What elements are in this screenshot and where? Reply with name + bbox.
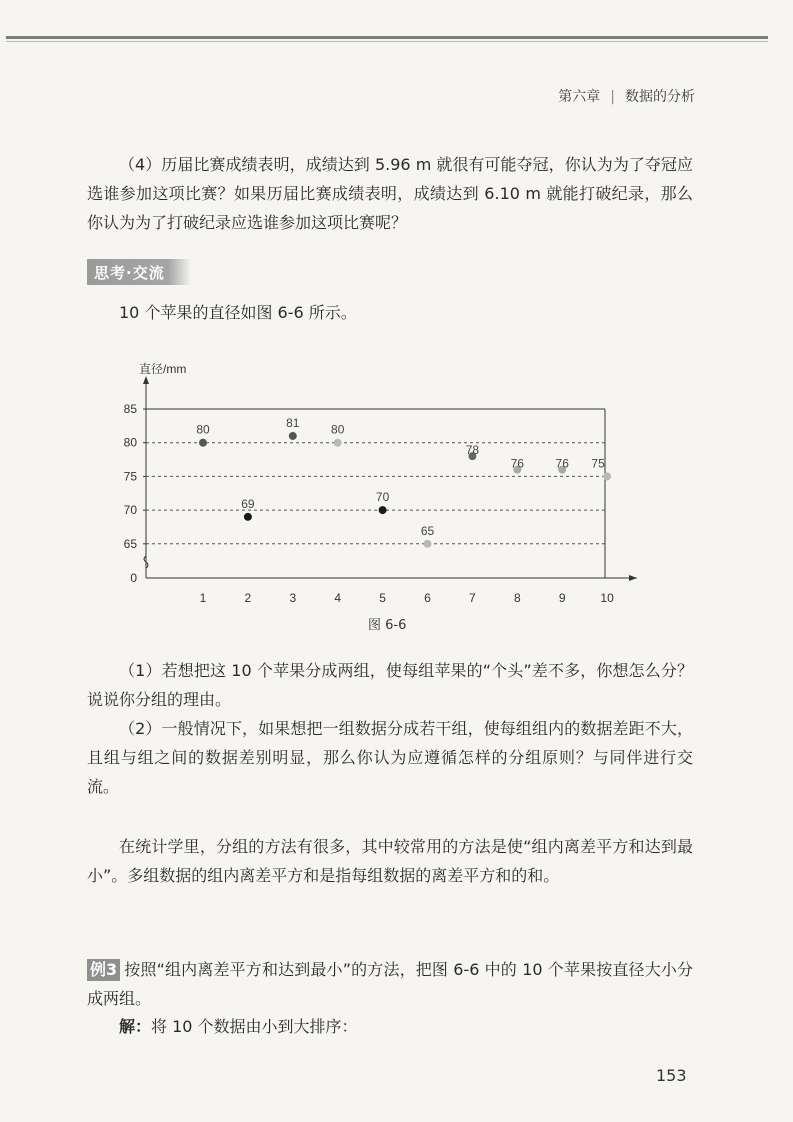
apple-point [199,439,207,447]
top-rule [6,36,768,39]
data-label: 80 [331,422,345,437]
y-tick-label: 85 [123,402,137,416]
think-exchange-banner [87,259,191,285]
apple-point [603,472,611,480]
solution-text: 将 10 个数据由小到大排序： [151,1017,358,1036]
data-label: 65 [420,523,435,538]
y-tick-label: 65 [123,536,137,551]
x-tick-label: 4 [334,591,342,605]
y-tick-label: 80 [123,435,137,450]
y-axis-arrow [143,376,149,384]
data-label: 70 [375,490,390,505]
example-text: 按照“组内离差平方和达到最小”的方法，把图 6-6 中的 10 个苹果按直径大小分成两组。 [87,960,693,1008]
x-tick-label: 5 [379,591,386,605]
x-tick-label: 7 [469,591,476,605]
apple-point [244,513,252,521]
x-tick-label: 9 [558,591,566,605]
y-tick-label: 75 [123,469,137,484]
x-tick-label: 10 [600,591,614,605]
data-label: 69 [241,496,255,511]
data-label: 76 [510,456,524,471]
question-2: （2）一般情况下，如果想把一组数据分成若干组，使每组组内的数据差距不大，且组与组之间的数据差别明显，那么你认为应遵循怎样的分组原则？与同伴进行交流。 [87,719,693,796]
data-label: 75 [591,456,605,471]
x-tick-label: 6 [424,591,431,605]
y-axis-label: 直径/mm [139,362,187,376]
x-tick-label: 2 [244,591,252,605]
example-3 [87,955,693,1013]
apple-point [289,432,297,440]
data-label: 81 [286,415,300,430]
y-tick-label: 70 [123,503,137,518]
x-axis-arrow [629,575,637,581]
chapter-number: 第六章 [558,89,601,105]
x-tick-label: 3 [289,591,297,605]
statistics-paragraph: 在统计学里，分组的方法有很多，其中较常用的方法是使“组内离差平方和达到最小”。多组数据的组内离差平方和是指每组数据的离差平方和的和。 [87,837,693,885]
x-tick-label: 1 [199,591,207,605]
page-number: 153 [656,1066,687,1085]
figure-caption: 图 6-6 [368,618,407,633]
apple-point [379,506,387,514]
x-tick-label: 8 [513,591,521,605]
top-rule-thin [6,41,768,42]
apple-point [334,439,342,447]
intro-text: 10 个苹果的直径如图 6-6 所示。 [119,303,357,322]
data-label: 80 [196,422,210,437]
apple-point [424,540,432,548]
example-tag: 例3 [87,959,120,981]
header-separator: | [610,89,615,105]
question-1: （1）若想把这 10 个苹果分成两组，使每组苹果的“个头”差不多，你想怎么分？说说你分组的理由。 [87,661,693,709]
solution-line [87,1012,693,1041]
question-4: （4）历届比赛成绩表明，成绩达到 5.96 m 就很有可能夺冠，你认为为了夺冠应选谁参加这项比赛？如果历届比赛成绩表明，成绩达到 6.10 m 就能打破纪录，那么你认为为了打破纪录应选谁参加这项比赛呢？ [87,155,693,232]
solution-label: 解： [119,1017,152,1036]
running-header [558,86,695,106]
data-label: 78 [465,443,480,458]
think-exchange-label: 思考·交流 [94,264,165,282]
y-tick-label: 0 [130,571,137,585]
apple-diameter-chart [115,360,645,612]
chapter-title: 数据的分析 [625,89,695,105]
data-label: 76 [555,456,569,471]
